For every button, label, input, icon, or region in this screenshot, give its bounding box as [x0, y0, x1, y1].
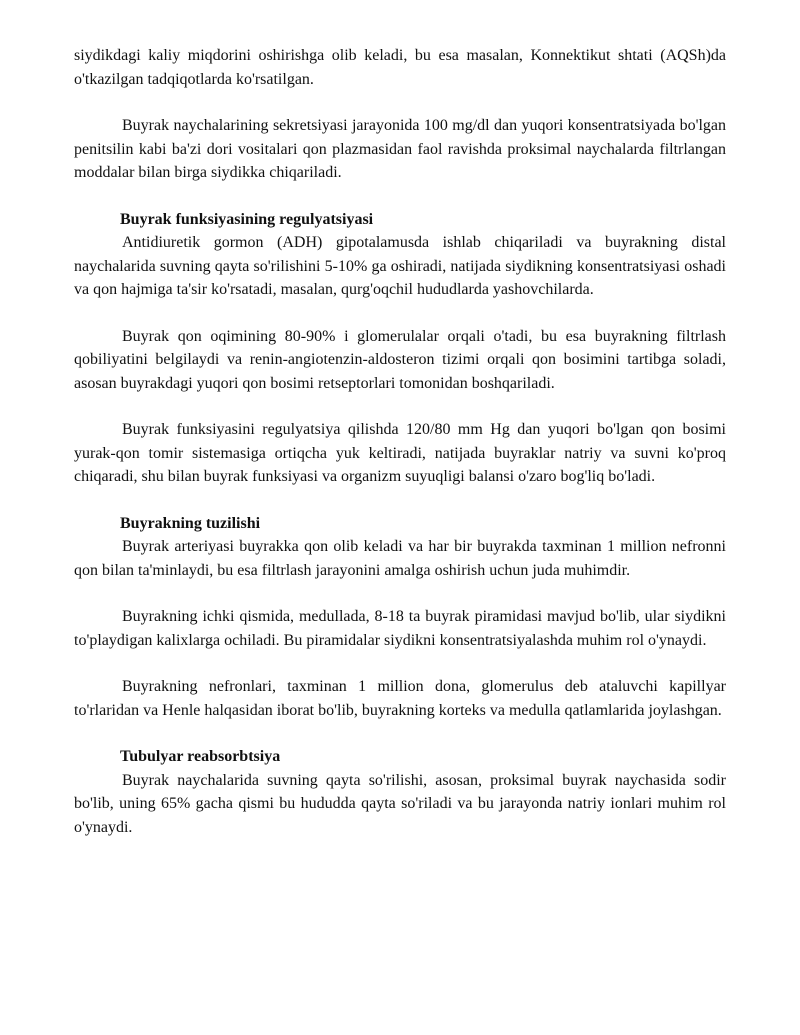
paragraph-2: Buyrak naychalarining sekretsiyasi jarayonida 100 mg/dl dan yuqori konsentratsiyada bo'lgan penitsilin kabi ba'zi dori vositalari qon plazmasidan faol ravishda proksimal naychalarda filtrlangan moddalar bilan birga siydikka chiqariladi.	[74, 117, 726, 181]
spacer	[74, 722, 726, 745]
section-heading-structure: Buyrakning tuzilishi	[120, 514, 261, 532]
spacer	[74, 489, 726, 512]
spacer	[74, 582, 726, 605]
spacer	[74, 185, 726, 208]
paragraph-5: Buyrak funksiyasini regulyatsiya qilishda 120/80 mm Hg dan yuqori bo'lgan qon bosimi yurak-qon tomir sistemasiga ortiqcha yuk keltiradi, natijada buyraklar natriy va suvni ko'proq chiqaradi, shu bilan buyrak funksiyasi va organizm suyuqligi balansi o'zaro bog'liq bo'ladi.	[74, 421, 726, 485]
paragraph-8: Buyrakning nefronlari, taxminan 1 million dona, glomerulus deb ataluvchi kapillyar to'rlaridan va Henle halqasidan iborat bo'lib, buyrakning korteks va medulla qatlamlarida joylashgan.	[74, 678, 726, 719]
spacer	[74, 302, 726, 325]
paragraph-4: Buyrak qon oqimining 80-90% i glomerulalar orqali o'tadi, bu esa buyrakning filtrlash qobiliyatini belgilaydi va renin-angiotenzin-aldosteron tizimi orqali qon bosimini tartibga soladi, asosan buyrakdagi yuqori qon bosimi retseptorlari tomonidan boshqariladi.	[74, 327, 726, 392]
paragraph-3: Antidiuretik gormon (ADH) gipotalamusda ishlab chiqariladi va buyrakning distal naychalarida suvning qayta so'rilishini 5-10% ga oshiradi, natijada siydikning konsentratsiyasi oshadi va qon hajmiga ta'sir ko'rsatadi, masalan, qurg'oqchil hududlarda yashovchilarda.	[74, 234, 726, 298]
spacer	[74, 91, 726, 114]
document-page	[74, 44, 726, 839]
paragraph-7: Buyrakning ichki qismida, medullada, 8-18 ta buyrak piramidasi mavjud bo'lib, ular siydikni to'playdigan kalixlarga ochiladi. Bu piramidalar siydikni konsentratsiyalashda muhim rol o'ynaydi.	[74, 608, 726, 649]
spacer	[74, 652, 726, 675]
section-heading-reabsorption: Tubulyar reabsorbtsiya	[120, 748, 281, 765]
spacer	[74, 395, 726, 418]
paragraph-1: siydikdagi kaliy miqdorini oshirishga olib keladi, bu esa masalan, Konnektikut shtati (AQSh)da o'tkazilgan tadqiqotlarda ko'rsatilgan.	[74, 47, 726, 88]
section-heading-regulation: Buyrak funksiyasining regulyatsiyasi	[120, 210, 374, 228]
paragraph-6: Buyrak arteriyasi buyrakka qon olib keladi va har bir buyrakda taxminan 1 million nefronni qon bilan ta'minlaydi, bu esa filtrlash jarayonini amalga oshirish uchun juda muhimdir.	[74, 538, 726, 579]
paragraph-9: Buyrak naychalarida suvning qayta so'rilishi, asosan, proksimal buyrak naychasida sodir bo'lib, uning 65% gacha qismi bu hududda qayta so'riladi va bu jarayonda natriy ionlari muhim rol o'ynaydi.	[74, 771, 726, 836]
